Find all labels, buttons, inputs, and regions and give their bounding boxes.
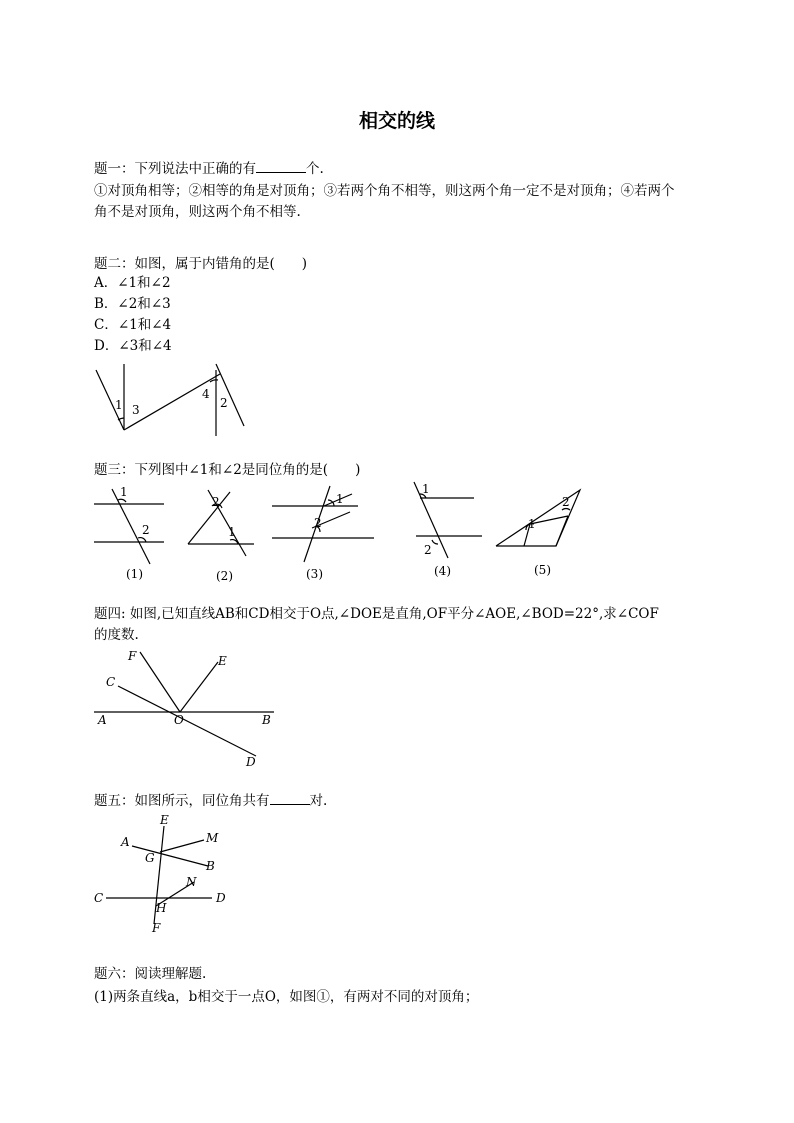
q2-figure [90, 362, 250, 442]
q5-stem [94, 790, 327, 811]
q4-point-e: E [218, 654, 227, 668]
q3-caption-1: (1) [126, 567, 143, 581]
q1-stem-tail: 个. [306, 161, 324, 177]
q3-figure-1 [94, 484, 174, 584]
q3-f1-label-1: 1 [120, 485, 128, 499]
q3-caption-4: (4) [434, 564, 451, 578]
q2-option-d: D．∠3和∠4 [94, 338, 172, 354]
q1-stem [94, 158, 324, 179]
q4-stem: 题四: 如图,已知直线AB和CD相交于O点,∠DOE是直角,OF平分∠AOE,∠BOD=22°,求∠COF [94, 606, 659, 622]
q3-figure-3 [272, 484, 382, 584]
q3-caption-5: (5) [534, 563, 551, 577]
q5-point-g: G [145, 851, 155, 865]
q1-stem-text: 题一：下列说法中正确的有 [94, 161, 256, 177]
q3-stem: 题三：下列图中∠1和∠2是同位角的是( ) [94, 462, 361, 478]
q5-point-c: C [94, 891, 104, 905]
q3-f5-label-2: 2 [562, 495, 570, 509]
q5-point-n: N [186, 875, 197, 889]
q3-caption-2: (2) [216, 569, 233, 583]
q6-stem: 题六：阅读理解题. [94, 966, 207, 982]
q3-figure-5 [494, 484, 586, 584]
q5-point-a: A [121, 835, 130, 849]
q5-point-f: F [152, 921, 161, 935]
q5-point-m: M [206, 831, 219, 845]
q3-caption-3: (3) [306, 567, 323, 581]
q3-f2-label-1: 1 [228, 525, 236, 539]
q4-stem-cont: 的度数. [94, 627, 139, 643]
q3-f4-label-2: 2 [424, 543, 432, 557]
q2-label-2: 2 [220, 396, 228, 410]
q3-f5-label-1: 1 [528, 517, 536, 531]
q5-figure [94, 814, 234, 936]
q1-statements-cont: 角不是对顶角，则这两个角不相等. [94, 204, 301, 220]
q2-label-1: 1 [115, 398, 123, 412]
q4-point-o: O [174, 713, 184, 727]
q3-f3-label-2: 2 [314, 516, 322, 530]
q3-f3-label-1: 1 [336, 492, 344, 506]
q2-option-b: B．∠2和∠3 [94, 296, 171, 312]
q6-line1: (1)两条直线a，b相交于一点O，如图①，有两对不同的对顶角； [94, 989, 479, 1005]
q5-stem-text: 题五：如图所示，同位角共有 [94, 793, 270, 809]
q4-point-f: F [128, 649, 137, 663]
q4-figure [94, 646, 280, 770]
q5-point-e: E [160, 813, 169, 827]
q2-label-4: 4 [202, 387, 210, 401]
page-title: 相交的线 [358, 110, 435, 132]
q3-f2-label-2: 2 [212, 495, 220, 509]
q3-f4-label-1: 1 [422, 482, 430, 496]
q1-statements: ①对顶角相等；②相等的角是对顶角；③若两个角不相等，则这两个角一定不是对顶角；④若两个 [94, 183, 675, 199]
q3-figure-2 [184, 484, 264, 584]
q2-stem: 题二：如图，属于内错角的是( ) [94, 256, 308, 272]
q4-point-c: C [106, 675, 116, 689]
q5-point-b: B [206, 859, 215, 873]
q5-point-d: D [216, 891, 226, 905]
q5-point-h: H [156, 901, 167, 915]
q1-answer-blank[interactable] [256, 158, 306, 173]
q2-option-a: A．∠1和∠2 [94, 275, 171, 291]
q2-label-3: 3 [132, 403, 140, 417]
q3-f1-label-2: 2 [142, 523, 150, 537]
q5-stem-tail: 对. [309, 793, 328, 809]
q2-option-c: C．∠1和∠4 [94, 317, 172, 333]
q5-answer-blank[interactable] [270, 790, 310, 805]
q4-point-b: B [262, 713, 271, 727]
q4-point-a: A [98, 713, 107, 727]
q4-point-d: D [246, 755, 256, 769]
q3-figure-4 [410, 480, 490, 580]
